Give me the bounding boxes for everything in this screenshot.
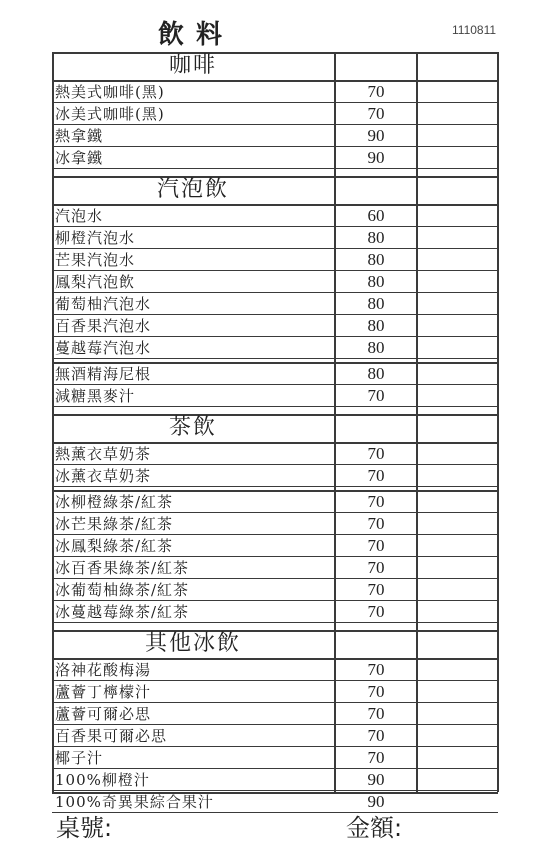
- menu-item-name: 熱薰衣草奶茶: [55, 445, 152, 463]
- menu-item-name: 百香果汽泡水: [55, 317, 152, 335]
- menu-item-name: 冰拿鐵: [55, 149, 104, 167]
- menu-item-price: 70: [367, 602, 385, 621]
- row-divider: [52, 270, 498, 271]
- menu-item-name: 熱拿鐵: [55, 127, 104, 145]
- menu-item-price: 70: [367, 558, 385, 577]
- menu-item-name: 冰柳橙綠茶/紅茶: [55, 493, 174, 511]
- drink-menu-table: [52, 52, 498, 811]
- row-divider: [52, 168, 498, 169]
- menu-item-price: 70: [367, 726, 385, 745]
- menu-item-name: 冰葡萄柚綠茶/紅茶: [55, 581, 190, 599]
- menu-item-name: 葡萄柚汽泡水: [55, 295, 152, 313]
- menu-item-price: 70: [367, 704, 385, 723]
- amount-label: 金額:: [346, 814, 403, 842]
- row-divider: [52, 600, 498, 601]
- menu-item-price: 90: [367, 148, 385, 167]
- row-divider: [52, 578, 498, 579]
- menu-item-price: 80: [367, 272, 385, 291]
- menu-item-price: 70: [367, 536, 385, 555]
- menu-item-name: 100%奇異果綜合果汁: [55, 793, 214, 811]
- menu-item-name: 冰鳳梨綠茶/紅茶: [55, 537, 174, 555]
- document-code: 1110811: [452, 23, 497, 37]
- row-divider: [52, 556, 498, 557]
- row-divider: [52, 248, 498, 249]
- menu-item-name: 冰美式咖啡(黑): [55, 105, 165, 123]
- row-divider: [52, 724, 498, 725]
- menu-item-name: 冰蔓越莓綠茶/紅茶: [55, 603, 190, 621]
- menu-item-name: 冰百香果綠茶/紅茶: [55, 559, 190, 577]
- menu-item-name: 冰薰衣草奶茶: [55, 467, 152, 485]
- row-divider: [52, 622, 498, 623]
- menu-item-price: 70: [367, 82, 385, 101]
- row-divider: [52, 146, 498, 147]
- row-divider: [52, 702, 498, 703]
- menu-item-name: 椰子汁: [55, 749, 104, 767]
- row-divider: [52, 790, 498, 791]
- menu-item-name: 減糖黑麥汁: [55, 387, 136, 405]
- menu-item-name: 100%柳橙汁: [55, 771, 150, 789]
- menu-item-price: 60: [367, 206, 385, 225]
- menu-item-name: 百香果可爾必思: [55, 727, 168, 745]
- menu-item-name: 柳橙汽泡水: [55, 229, 136, 247]
- row-divider: [52, 406, 498, 407]
- menu-item-price: 70: [367, 466, 385, 485]
- menu-item-name: 芒果汽泡水: [55, 251, 136, 269]
- section-header: 其他冰飲: [144, 631, 241, 656]
- menu-item-price: 70: [367, 492, 385, 511]
- menu-item-name: 無酒精海尼根: [55, 365, 152, 383]
- menu-item-price: 90: [367, 770, 385, 789]
- row-divider: [52, 680, 498, 681]
- menu-item-name: 蘆薈可爾必思: [55, 705, 152, 723]
- row-divider: [52, 124, 498, 125]
- menu-item-price: 90: [367, 792, 385, 811]
- menu-item-price: 70: [367, 682, 385, 701]
- row-divider: [52, 102, 498, 103]
- menu-item-price: 70: [367, 748, 385, 767]
- section-header: 咖啡: [168, 53, 217, 78]
- menu-item-price: 80: [367, 316, 385, 335]
- row-divider: [52, 486, 498, 487]
- menu-item-price: 80: [367, 364, 385, 383]
- menu-item-name: 冰芒果綠茶/紅茶: [55, 515, 174, 533]
- row-divider: [52, 812, 498, 813]
- menu-item-name: 熱美式咖啡(黑): [55, 83, 165, 101]
- page-title: 飲料: [158, 20, 235, 50]
- menu-item-name: 汽泡水: [55, 207, 104, 225]
- table-border-right: [497, 52, 499, 792]
- menu-item-name: 蘆薈丁檸檬汁: [55, 683, 152, 701]
- menu-item-price: 80: [367, 338, 385, 357]
- row-divider: [52, 746, 498, 747]
- menu-item-price: 70: [367, 514, 385, 533]
- row-divider: [52, 512, 498, 513]
- menu-item-name: 鳳梨汽泡飲: [55, 273, 136, 291]
- table-number-label: 桌號:: [56, 814, 113, 842]
- row-divider: [52, 384, 498, 385]
- menu-item-name: 蔓越莓汽泡水: [55, 339, 152, 357]
- row-divider: [52, 336, 498, 337]
- row-divider: [52, 768, 498, 769]
- row-divider: [52, 226, 498, 227]
- menu-item-price: 70: [367, 444, 385, 463]
- menu-item-price: 70: [367, 386, 385, 405]
- row-divider: [52, 204, 498, 206]
- section-header: 茶飲: [168, 415, 217, 440]
- menu-item-price: 70: [367, 104, 385, 123]
- menu-item-name: 洛神花酸梅湯: [55, 661, 152, 679]
- section-header: 汽泡飲: [156, 177, 229, 202]
- menu-item-price: 90: [367, 126, 385, 145]
- menu-item-price: 70: [367, 660, 385, 679]
- row-divider: [52, 534, 498, 535]
- menu-item-price: 80: [367, 228, 385, 247]
- menu-item-price: 80: [367, 294, 385, 313]
- row-divider: [52, 464, 498, 465]
- row-divider: [52, 292, 498, 293]
- menu-item-price: 80: [367, 250, 385, 269]
- row-divider: [52, 314, 498, 315]
- menu-item-price: 70: [367, 580, 385, 599]
- row-divider: [52, 358, 498, 359]
